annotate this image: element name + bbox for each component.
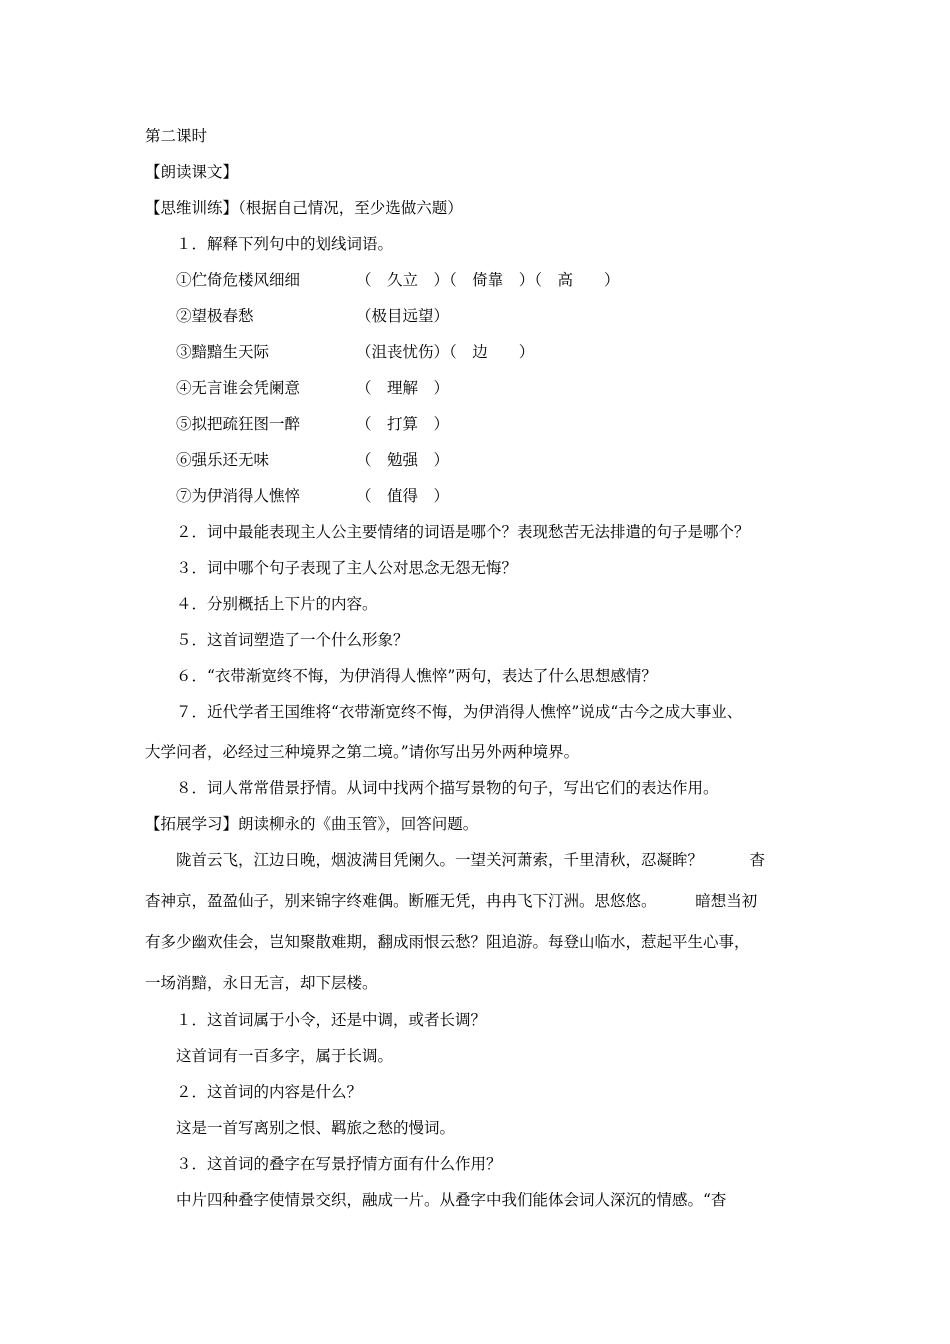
lesson-title: 第二课时 — [145, 127, 208, 145]
poem-line-3: 有多少幽欢佳会，岂知聚散难期，翻成雨恨云愁？阻追游。每登山临水，惹起平生心事， — [145, 933, 750, 951]
question-7-continued: 大学问者，必经过三种境界之第二境。”请你写出另外两种境界。 — [145, 743, 580, 761]
extend-question-1: １．这首词属于小令，还是中调，或者长调？ — [176, 1011, 487, 1029]
poem-line-4: 一场消黯，永日无言，却下层楼。 — [145, 974, 378, 992]
poem-line-1: 陇首云飞，江边日晚，烟波满目凭阑久。一望关河萧索，千里清秋，忍凝眸？ 杳 — [176, 851, 766, 869]
vocab-answer-7: （ 值得 ） — [356, 487, 450, 505]
section-think-note: （根据自己情况，至少选做六题） — [238, 199, 463, 217]
question-5: ５．这首词塑造了一个什么形象？ — [176, 631, 409, 649]
extend-question-2: ２．这首词的内容是什么？ — [176, 1083, 363, 1101]
section-extend-text: 朗读柳永的《曲玉管》，回答问题。 — [238, 815, 479, 833]
section-extend-head: 【拓展学习】 — [145, 815, 239, 833]
vocab-answer-6: （ 勉强 ） — [356, 451, 450, 469]
vocab-phrase-6: ⑥强乐还无味 — [176, 451, 270, 469]
question-2: ２．词中最能表现主人公主要情绪的词语是哪个？表现愁苦无法排遣的句子是哪个？ — [176, 523, 750, 541]
poem-line-2: 杳神京，盈盈仙子，别来锦字终难偶。断雁无凭，冉冉飞下汀洲。思悠悠。 暗想当初 — [145, 892, 758, 910]
vocab-phrase-1: ①伫倚危楼风细细 — [176, 271, 301, 289]
question-6: ６．“衣带渐宽终不悔，为伊消得人憔悴”两句，表达了什么思想感情？ — [176, 667, 657, 685]
vocab-phrase-7: ⑦为伊消得人憔悴 — [176, 487, 301, 505]
vocab-phrase-5: ⑤拟把疏狂图一醉 — [176, 415, 301, 433]
question-7: ７．近代学者王国维将“衣带渐宽终不悔，为伊消得人憔悴”说成“古今之成大事业、 — [176, 703, 743, 721]
section-think-head: 【思维训练】 — [145, 199, 239, 217]
vocab-answer-4: （ 理解 ） — [356, 379, 450, 397]
section-extend-heading — [145, 814, 478, 834]
question-1: １．解释下列句中的划线词语。 — [176, 235, 394, 253]
question-4: ４．分别概括上下片的内容。 — [176, 595, 378, 613]
question-3: ３．词中哪个句子表现了主人公对思念无怨无悔？ — [176, 559, 518, 577]
vocab-answer-3: （沮丧忧伤）（ 边 ） — [356, 343, 535, 361]
vocab-phrase-4: ④无言谁会凭阑意 — [176, 379, 301, 397]
vocab-phrase-2: ②望极春愁 — [176, 307, 254, 325]
extend-answer-2: 这是一首写离别之恨、羁旅之愁的慢词。 — [176, 1119, 456, 1137]
vocab-answer-1: （ 久立 ）（ 倚靠 ）（ 高 ） — [356, 271, 620, 289]
question-8: ８．词人常常借景抒情。从词中找两个描写景物的句子，写出它们的表达作用。 — [176, 779, 719, 797]
section-think-heading — [145, 198, 463, 218]
extend-question-3: ３．这首词的叠字在写景抒情方面有什么作用？ — [176, 1155, 502, 1173]
vocab-answer-2: （极目远望） — [356, 307, 450, 325]
extend-answer-3: 中片四种叠字使情景交织，融成一片。从叠字中我们能体会词人深沉的情感。“杳 — [176, 1191, 727, 1209]
vocab-phrase-3: ③黯黯生天际 — [176, 343, 270, 361]
vocab-answer-5: （ 打算 ） — [356, 415, 450, 433]
section-read-heading: 【朗读课文】 — [145, 163, 239, 181]
extend-answer-1: 这首词有一百多字，属于长调。 — [176, 1047, 394, 1065]
